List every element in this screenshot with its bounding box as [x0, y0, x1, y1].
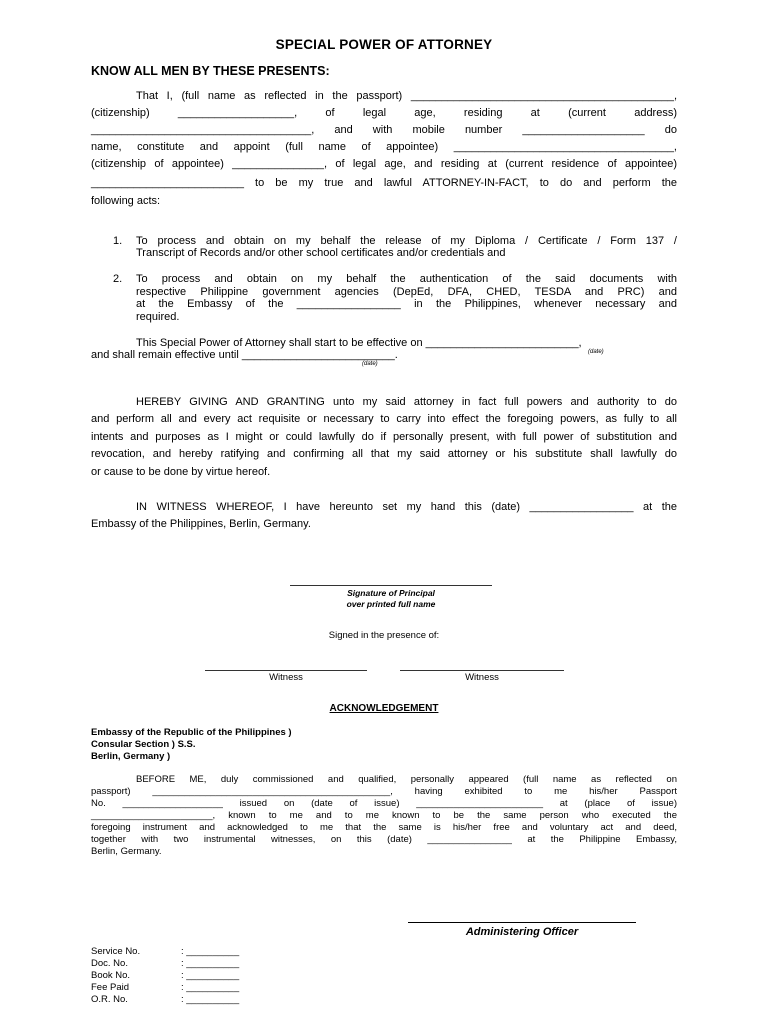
- witness-whereof-line: Embassy of the Philippines, Berlin, Germany.: [91, 518, 311, 530]
- principal-signature-label: Signature of Principal: [347, 588, 435, 598]
- date-label: (date): [362, 361, 378, 367]
- effective-start-line: This Special Power of Attorney shall start to be effective on _________________________,: [136, 337, 582, 349]
- register-label: Book No.: [91, 970, 131, 981]
- register-value: : __________: [181, 946, 240, 957]
- register-label: Doc. No.: [91, 958, 128, 969]
- register-label: Fee Paid: [91, 982, 130, 993]
- witness-2-label: Witness: [465, 672, 499, 683]
- register-label: Service No.: [91, 946, 141, 957]
- granting-line: HEREBY GIVING AND GRANTING unto my said attorney in fact full powers and authority to do: [136, 396, 677, 408]
- act-line: Transcript of Records and/or other school certificates and/or credentials and: [136, 247, 506, 259]
- venue-line: Berlin, Germany ): [91, 751, 171, 762]
- acknowledgement-line: Berlin, Germany.: [91, 846, 162, 857]
- intro-line: following acts:: [91, 195, 161, 207]
- officer-signature-line: [408, 922, 636, 923]
- granting-line: and perform all and every act requisite or necessary to carry into effect the foregoing powers, as fully to all: [91, 413, 677, 425]
- intro-line: (citizenship) ___________________, of legal age, residing at (current address): [91, 107, 677, 119]
- register-value: : __________: [181, 958, 240, 969]
- witness-whereof-line: IN WITNESS WHEREOF, I have hereunto set my hand this (date) _________________ at the: [136, 501, 677, 513]
- principal-signature-line: [290, 585, 492, 586]
- acknowledgement-heading: ACKNOWLEDGEMENT: [329, 703, 439, 714]
- effective-end-line: and shall remain effective until _________________________.: [91, 349, 398, 361]
- register-value: : __________: [181, 982, 240, 993]
- register-value: : __________: [181, 970, 240, 981]
- acknowledgement-line: _______________________, known to me and to me known to be the same person who executed the: [91, 810, 677, 821]
- act-line: required.: [136, 311, 180, 323]
- intro-line: That I, (full name as reflected in the passport) ___________________________________________,: [136, 90, 677, 102]
- signed-in-presence-text: Signed in the presence of:: [328, 630, 440, 641]
- intro-line: _________________________ to be my true and lawful ATTORNEY-IN-FACT, to do and perform the: [91, 177, 677, 189]
- acknowledgement-line: No. ___________________ issued on (date of issue) ________________________ at (place of issue): [91, 798, 677, 809]
- document-title: SPECIAL POWER OF ATTORNEY: [275, 37, 493, 52]
- witness-2-line: [400, 670, 564, 671]
- act-number: 1.: [113, 235, 123, 247]
- act-line: respective Philippine government agencies (DepEd, DFA, CHED, TESDA and PRC) and: [136, 286, 677, 298]
- acknowledgement-line: foregoing instrument and acknowledged to me that the same is his/her free and voluntary act and deed,: [91, 822, 677, 833]
- granting-line: revocation, and hereby ratifying and confirming all that my said attorney or his substitute shall lawfully do: [91, 448, 677, 460]
- venue-line: Embassy of the Republic of the Philippines ): [91, 727, 292, 738]
- granting-line: or cause to be done by virtue hereof.: [91, 466, 271, 478]
- witness-1-label: Witness: [269, 672, 303, 683]
- venue-line: Consular Section ) S.S.: [91, 739, 196, 750]
- acknowledgement-line: together with two instrumental witnesses, on this (date) ________________ at the Philippine Embassy,: [91, 834, 677, 845]
- opening-heading: KNOW ALL MEN BY THESE PRESENTS:: [91, 64, 330, 78]
- act-line: at the Embassy of the _________________ in the Philippines, whenever necessary and: [136, 298, 677, 310]
- intro-line: name, constitute and appoint (full name of appointee) ____________________________________,: [91, 141, 677, 153]
- acknowledgement-line: passport) _____________________________________________, having exhibited to me his/her Passport: [91, 786, 677, 797]
- register-label: O.R. No.: [91, 994, 128, 1005]
- act-line: To process and obtain on my behalf the release of my Diploma / Certificate / Form 137 /: [136, 235, 677, 247]
- act-number: 2.: [113, 273, 123, 285]
- officer-label: Administering Officer: [465, 926, 579, 938]
- acknowledgement-line: BEFORE ME, duly commissioned and qualified, personally appeared (full name as reflected on: [136, 774, 677, 785]
- principal-name-label: over printed full name: [346, 599, 436, 609]
- register-value: : __________: [181, 994, 240, 1005]
- intro-line: (citizenship of appointee) _______________, of legal age, and residing at (current residence of appointee): [91, 158, 677, 170]
- date-label: (date): [588, 349, 604, 355]
- intro-line: ____________________________________, and with mobile number ____________________ do: [91, 124, 677, 136]
- act-line: To process and obtain on my behalf the authentication of the said documents with: [136, 273, 677, 285]
- granting-line: intents and purposes as I might or could lawfully do if personally present, with full power of substitution and: [91, 431, 677, 443]
- witness-1-line: [205, 670, 367, 671]
